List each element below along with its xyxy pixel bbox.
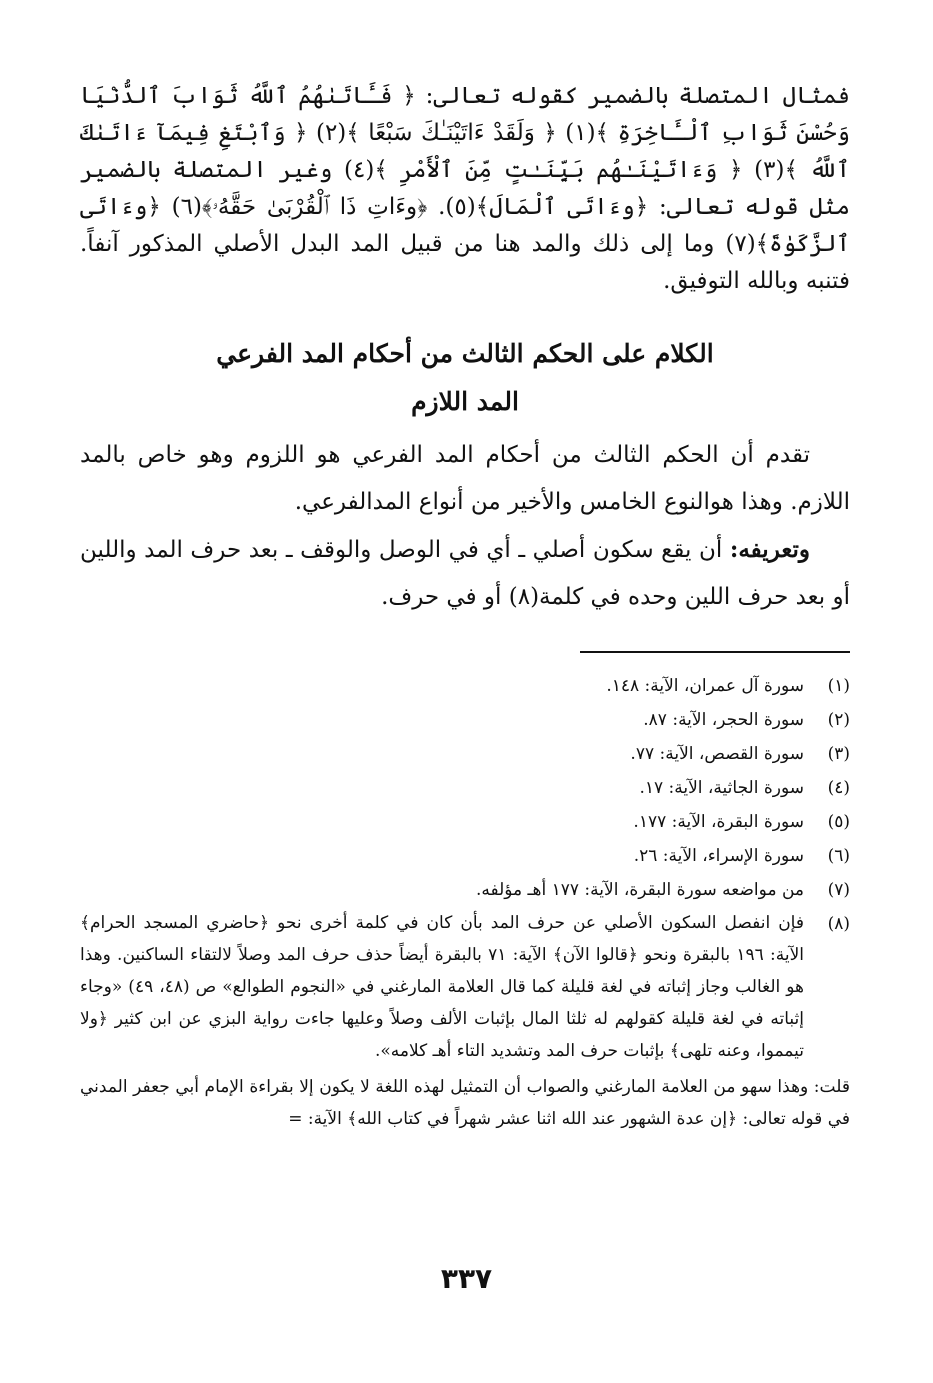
section-subtitle: المد اللازم xyxy=(411,387,519,416)
footnote-number: (٨) xyxy=(827,914,850,934)
footnote-item xyxy=(80,873,850,907)
definition-paragraph xyxy=(80,526,850,621)
footnote-item xyxy=(80,669,850,703)
footnotes-list xyxy=(80,669,850,1067)
footnote-item xyxy=(80,907,850,1067)
definition-label: وتعريفه: xyxy=(729,536,810,563)
footnote-item xyxy=(80,703,850,737)
section-paragraph: تقدم أن الحكم الثالث من أحكام المد الفرعي هو اللزوم وهو خاص بالمد اللازم. وهذا هوالنوع الخامس والأخير من أنواع المدالفرعي. xyxy=(80,442,850,515)
footnote-text: سورة الإسراء، الآية: ٢٦. xyxy=(633,846,804,866)
footnote-number: (٢) xyxy=(827,710,850,730)
footnote-number: (١) xyxy=(827,676,850,696)
footnote-number: (٦) xyxy=(827,846,850,866)
footnote-separator xyxy=(580,651,850,653)
footnote-item xyxy=(80,771,850,805)
footnote-remark: قلت: وهذا سهو من العلامة المارغني والصواب أن التمثيل لهذه اللغة لا يكون إلا بقراءة الإمام أبي جعفر المدني في قوله تعالى: ﴿إن عدة الشهور عند الله اثنا عشر شهراً في كتاب الله﴾ الآية: = xyxy=(80,1077,850,1129)
footnote-number: (٧) xyxy=(827,880,850,900)
footnote-number: (٤) xyxy=(827,778,850,798)
page-number: ٣٣٧ xyxy=(440,1262,493,1295)
footnote-text: سورة البقرة، الآية: ١٧٧. xyxy=(633,812,804,832)
footnote-text: من مواضعه سورة البقرة، الآية: ١٧٧ أهـ مؤلفه. xyxy=(475,880,804,900)
footnote-text: سورة الحجر، الآية: ٨٧. xyxy=(643,710,804,730)
section-title: الكلام على الحكم الثالث من أحكام المد الفرعي xyxy=(216,339,714,368)
footnote-text: سورة القصص، الآية: ٧٧. xyxy=(630,744,804,764)
definition-text: أن يقع سكون أصلي ـ أي في الوصل والوقف ـ بعد حرف المد واللين أو بعد حرف اللين وحده في كلمة(٨) أو في حرف. xyxy=(80,537,850,610)
footnote-number: (٣) xyxy=(827,744,850,764)
page-content xyxy=(80,78,850,1135)
footnote-text: فإن انفصل السكون الأصلي عن حرف المد بأن كان في كلمة أخرى نحو ﴿حاضري المسجد الحرام﴾ الآية: ١٩٦ بالبقرة ونحو ﴿قالوا الآن﴾ الآية: ٧١ بالبقرة أيضاً حذف حرف المد وصلاً لالتقاء الساكنين. وهذا هو الغالب وجاز إثباته في لغة قليلة كما قال العلامة المارغني في «النجوم الطوالع» ص (٤٨، ٤٩) «وجاء إثباته في لغة قليلة كقولهم له ثلثا المال بإثبات الألف وصلاً وعليها جاءت رواية البزي عن ابن كثير ﴿ولا تيمموا، وعنه تلهى﴾ بإثبات حرف المد وتشديد التاء أهـ كلامه». xyxy=(80,913,805,1061)
footnote-number: (٥) xyxy=(827,812,850,832)
footnote-text: سورة آل عمران، الآية: ١٤٨. xyxy=(606,676,804,696)
footnote-item xyxy=(80,805,850,839)
intro-paragraph: فمثال المتصلة بالضمير كقوله تعالى: ﴿ فَـَٔاتَىٰهُمُ ٱللَّهُ ثَوَابَ ٱلدُّنْيَا وَحُسْنَ ثَوَابِ ٱلْـَٔاخِرَةِ ﴾(١) ﴿ وَلَقَدْ ءَاتَيْنَـٰكَ سَبْعًا ﴾(٢) ﴿ وَٱبْتَغِ فِيمَآ ءَاتَىٰكَ ٱللَّهُ ﴾(٣) ﴿ وَءَاتَيْنَـٰهُم بَيِّنَـٰتٍ مِّنَ ٱلْأَمْرِ ﴾(٤) وغير المتصلة بالضمير مثل قوله تعالى: ﴿وءَاتَى ٱلْمَالَ﴾(٥). ﴿وءَاتِ ذَا ٱلْقُرْبَىٰ حَقَّهُۥ﴾(٦) ﴿وءَاتَى ٱلزَّكَوٰةَ﴾(٧) وما إلى ذلك والمد هنا من قبيل المد البدل الأصلي المذكور آنفاً. فتنبه وبالله التوفيق. xyxy=(80,83,850,294)
footnote-text: سورة الجاثية، الآية: ١٧. xyxy=(639,778,804,798)
footnote-item xyxy=(80,839,850,873)
footnote-item xyxy=(80,737,850,771)
